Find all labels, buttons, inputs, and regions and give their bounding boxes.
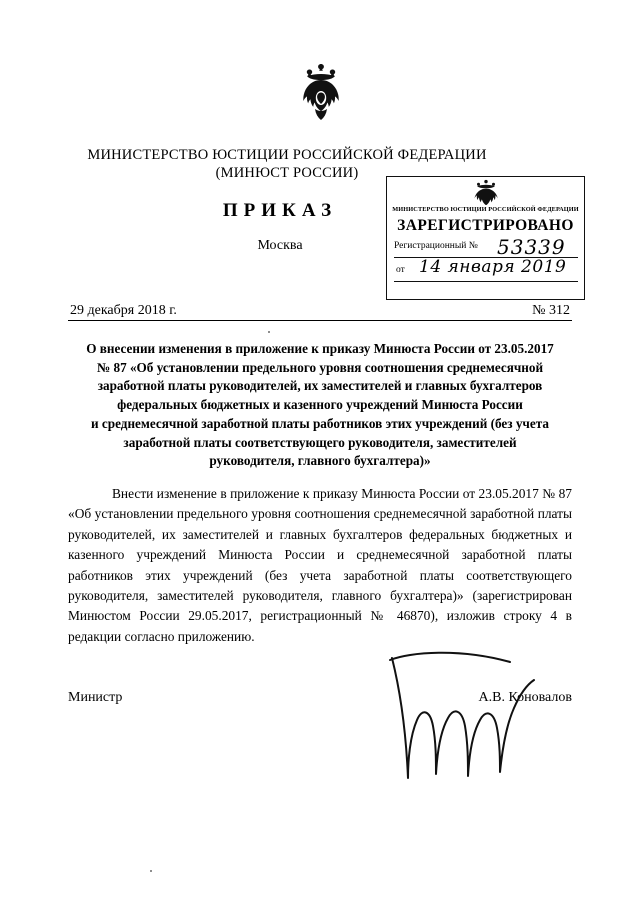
stamp-from-date: 14 января 2019 <box>419 257 567 277</box>
document-number: № 312 <box>532 303 570 318</box>
registration-stamp <box>386 176 585 300</box>
stamp-registration-number: 53339 <box>497 235 566 259</box>
order-title-line: заработной платы руководителей, их заместителей и главных бухгалтеров <box>97 378 543 394</box>
ministry-line-1: МИНИСТЕРСТВО ЮСТИЦИИ РОССИЙСКОЙ ФЕДЕРАЦИИ <box>87 147 487 163</box>
stamp-registration-label: Регистрационный № <box>394 241 478 251</box>
russian-coat-of-arms-icon <box>295 62 347 124</box>
order-title-line: О внесении изменения в приложение к приказу Минюста России от 23.05.2017 <box>86 341 554 356</box>
city-label: Москва <box>257 238 303 253</box>
signer-position: Министр <box>68 690 123 705</box>
document-type: ПРИКАЗ <box>222 200 338 221</box>
order-title-line: № 87 «Об установлении предельного уровня соотношения среднемесячной <box>96 359 544 375</box>
document-date: 29 декабря 2018 г. <box>70 303 177 318</box>
stamp-coat-of-arms-icon <box>469 179 503 205</box>
order-title-line: заработной платы соответствующего руководителя, заместителей <box>123 434 517 450</box>
paper-speck <box>268 331 270 333</box>
stamp-status: ЗАРЕГИСТРИРОВАНО <box>397 217 574 234</box>
order-title-line: федеральных бюджетных и казенного учреждений Минюста России <box>117 397 523 413</box>
signer-name: А.В. Коновалов <box>478 690 572 705</box>
ministry-line-2: (МИНЮСТ РОССИИ) <box>215 164 359 181</box>
handwritten-signature <box>370 640 580 800</box>
order-title-line: руководителя, главного бухгалтера)» <box>209 453 431 469</box>
order-body-text: Внести изменение в приложение к приказу Минюста России от 23.05.2017 № 87 «Об установлении предельного уровня соотношения среднемесячной заработной платы руководителей, их заместителей и главных бухгалтеров федеральных бюджетных и казенного учреждений Минюста России и среднемесячной заработной платы работников этих учреждений (без учета заработной платы соответствующего руководителя, заместителей руководителя, главного бухгалтера)» (зарегистрирован Минюстом России 29.05.2017, регистрационный № 46870), изложив строку 4 в редакции согласно приложению. <box>68 486 572 644</box>
stamp-organization: МИНИСТЕРСТВО ЮСТИЦИИ РОССИЙСКОЙ ФЕДЕРАЦИИ <box>392 206 579 213</box>
order-title-line: и среднемесячной заработной платы работников этих учреждений (без учета <box>91 415 549 431</box>
stamp-from-label: от <box>396 265 405 275</box>
header-divider <box>68 320 572 321</box>
stamp-divider-2 <box>394 281 578 282</box>
order-title <box>62 340 578 471</box>
paper-speck <box>150 870 152 872</box>
